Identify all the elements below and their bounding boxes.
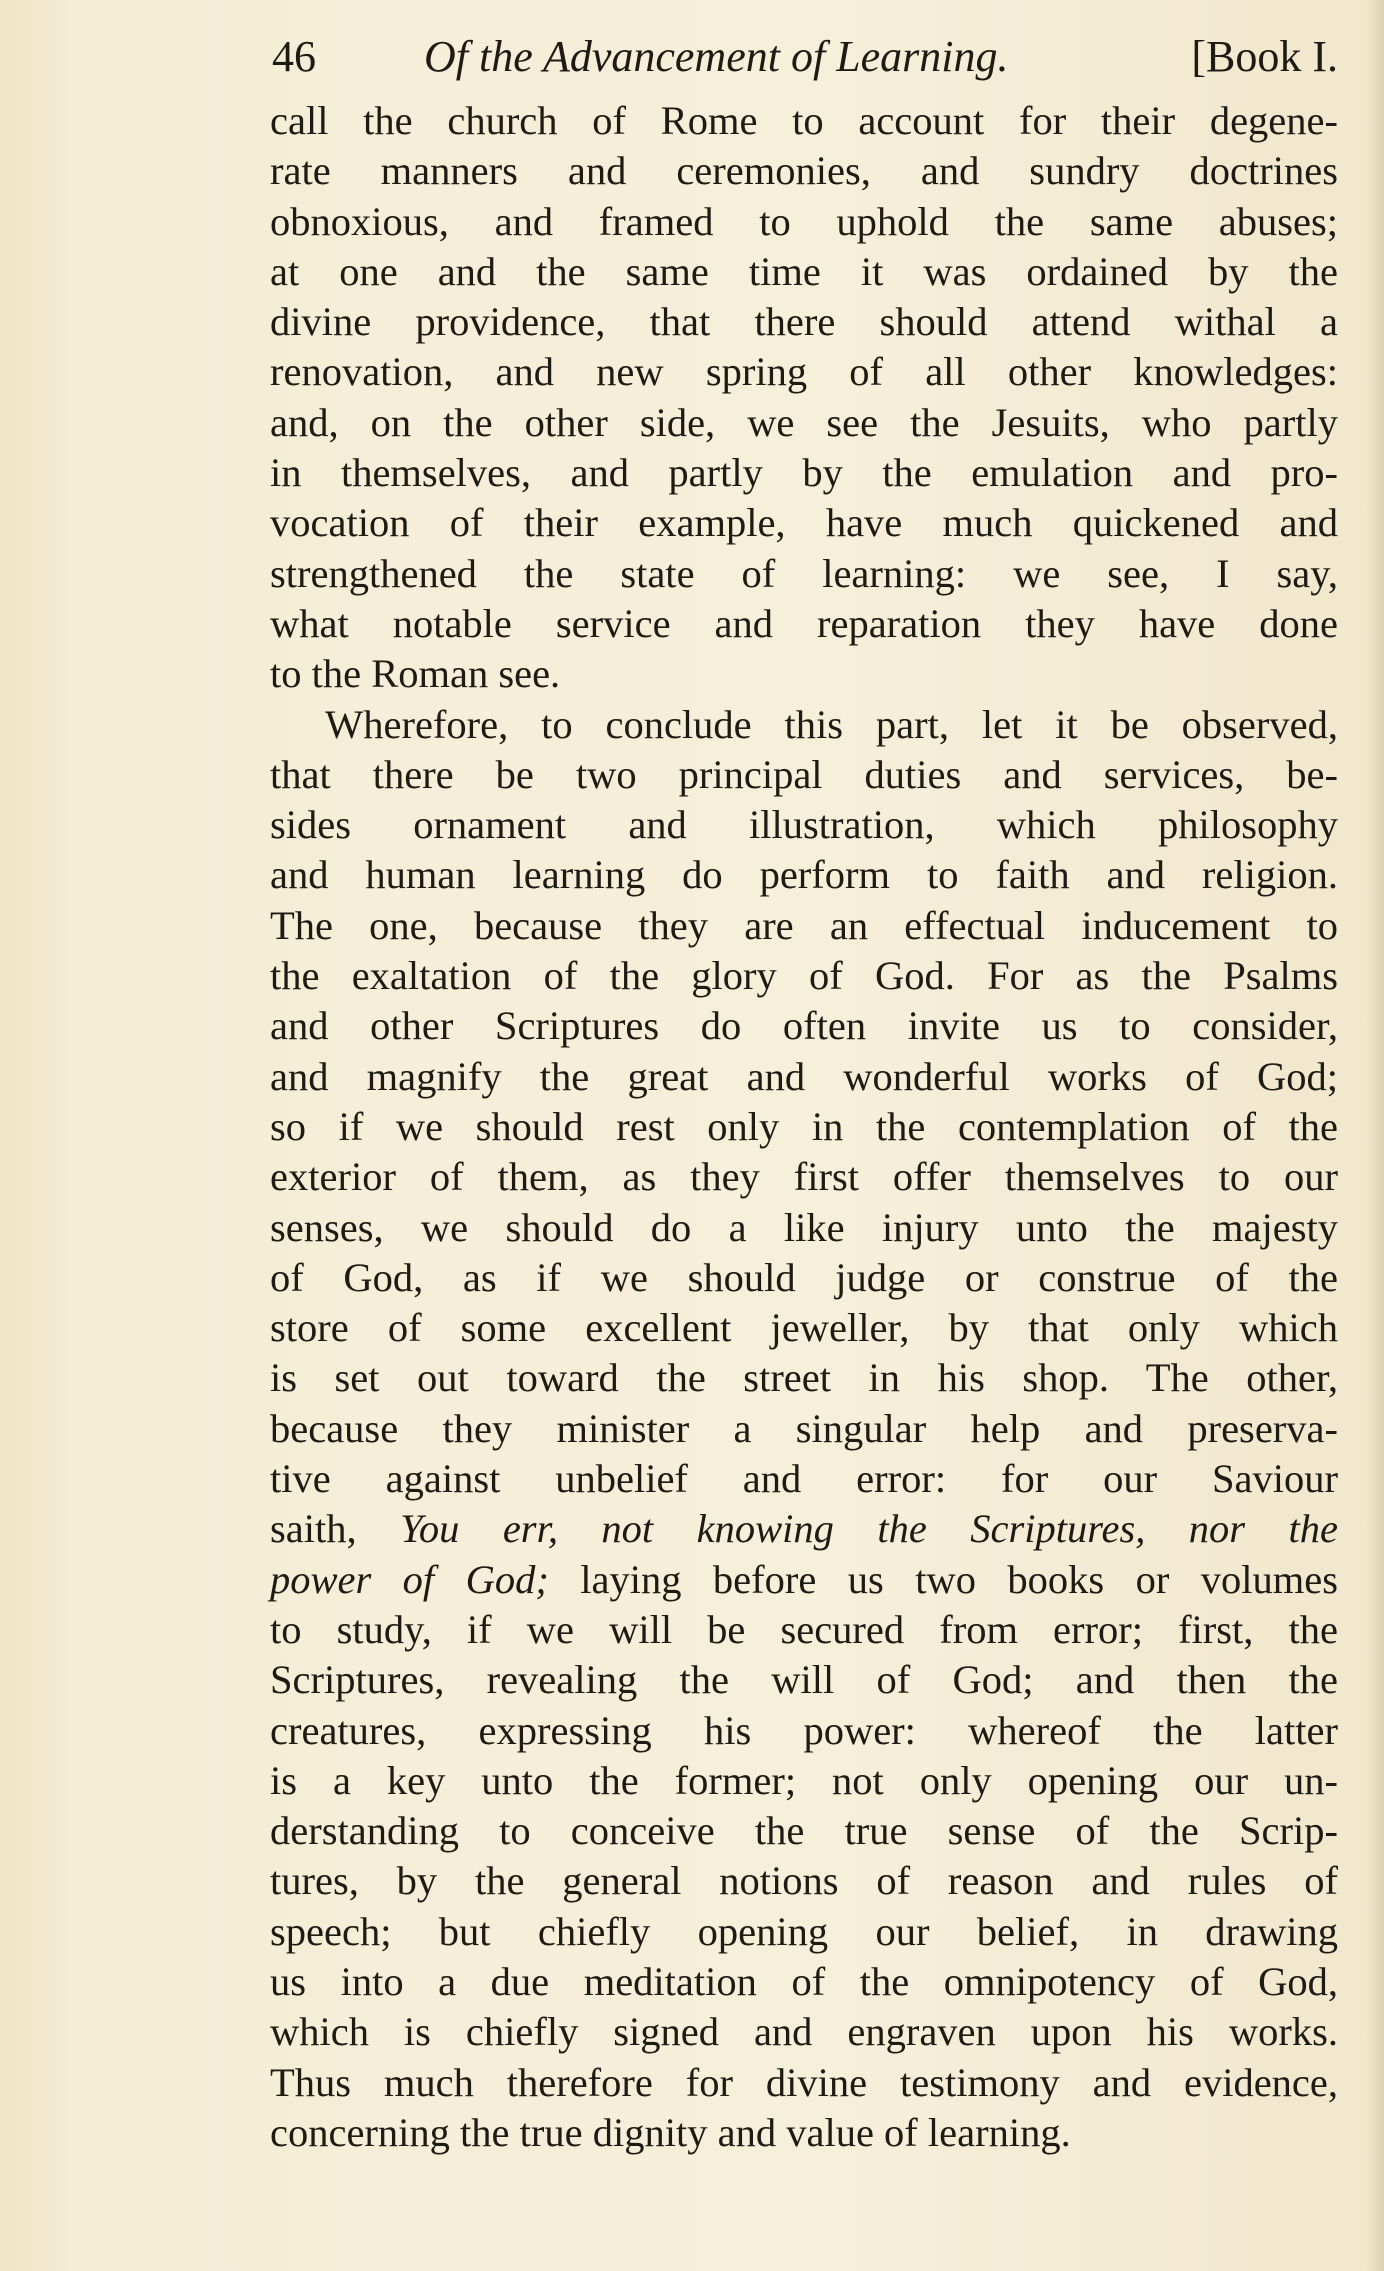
text-line: the exaltation of the glory of God. For as the Psalms [270, 953, 1338, 999]
paragraph-end-line: concerning the true dignity and value of learning. [270, 2109, 1071, 2155]
text-line: strengthened the state of learning: we see, I say, [270, 550, 1338, 596]
text-line: renovation, and new spring of all other knowledges: [270, 349, 1338, 395]
text-line: is a key unto the former; not only opening our un- [270, 1757, 1338, 1803]
text-line: Scriptures, revealing the will of God; and then the [270, 1657, 1338, 1703]
text-line: at one and the same time it was ordained by the [270, 248, 1338, 294]
text-line: of God, as if we should judge or construe of the [270, 1254, 1338, 1300]
scripture-quote: You err, not knowing the Scriptures, nor the [400, 1506, 1338, 1552]
text-line: call the church of Rome to account for their degene- [270, 98, 1338, 143]
text-line: us into a due meditation of the omnipotency of God, [270, 1958, 1338, 2004]
page-number: 46 [272, 32, 316, 81]
text-line: creatures, expressing his power: whereof the latter [270, 1707, 1338, 1753]
text-line: tive against unbelief and error: for our Saviour [270, 1456, 1338, 1502]
text-line: and magnify the great and wonderful works of God; [270, 1053, 1338, 1099]
page-header [272, 22, 1338, 92]
paragraph-end-line: to the Roman see. [270, 651, 561, 697]
text-line: The one, because they are an effectual inducement to [270, 902, 1338, 948]
text-line: obnoxious, and framed to uphold the same abuses; [270, 198, 1338, 244]
text-line: sides ornament and illustration, which philosophy [270, 802, 1338, 848]
text-line-with-quote [270, 1504, 1338, 1554]
text-line: exterior of them, as they first offer themselves to our [270, 1154, 1338, 1200]
text-line: speech; but chiefly opening our belief, in drawing [270, 1908, 1338, 1954]
text-line: which is chiefly signed and engraven upon his works. [270, 2009, 1338, 2055]
text-line: store of some excellent jeweller, by that only which [270, 1305, 1338, 1351]
text-line: divine providence, that there should attend withal a [270, 299, 1338, 345]
text-line: tures, by the general notions of reason and rules of [270, 1858, 1338, 1904]
text-line-with-quote [270, 1555, 1338, 1605]
text-line: to study, if we will be secured from error; first, the [270, 1606, 1338, 1652]
text-line: rate manners and ceremonies, and sundry doctrines [270, 148, 1338, 194]
text-line: senses, we should do a like injury unto the majesty [270, 1204, 1338, 1250]
text-line: in themselves, and partly by the emulation and pro- [270, 450, 1338, 496]
paragraph-start-line: Wherefore, to conclude this part, let it be observed, [325, 701, 1338, 747]
text-line: that there be two principal duties and services, be- [270, 751, 1338, 797]
scripture-quote-end: power of God; [270, 1556, 549, 1602]
book-label: [Book I. [1191, 32, 1338, 81]
text-line: and human learning do perform to faith and religion. [270, 852, 1338, 898]
text-line: and, on the other side, we see the Jesuits, who partly [270, 399, 1338, 445]
page-edge-shadow [1366, 0, 1384, 2271]
running-title: Of the Advancement of Learning. [424, 32, 1009, 81]
body-text [270, 96, 1338, 2158]
text-line: Thus much therefore for divine testimony and evidence, [270, 2059, 1338, 2105]
text-line: because they minister a singular help and preserva- [270, 1405, 1338, 1451]
text-line: and other Scriptures do often invite us to consider, [270, 1003, 1338, 1049]
text-line: what notable service and reparation they have done [270, 600, 1338, 646]
text-line: so if we should rest only in the contemplation of the [270, 1103, 1338, 1149]
text-line: derstanding to conceive the true sense of the Scrip- [270, 1808, 1338, 1854]
text-line: vocation of their example, have much quickened and [270, 500, 1338, 546]
text-line: is set out toward the street in his shop. The other, [270, 1355, 1338, 1401]
quote-trail: laying before us two books or volumes [548, 1556, 1338, 1602]
quote-lead: saith, [270, 1506, 401, 1552]
